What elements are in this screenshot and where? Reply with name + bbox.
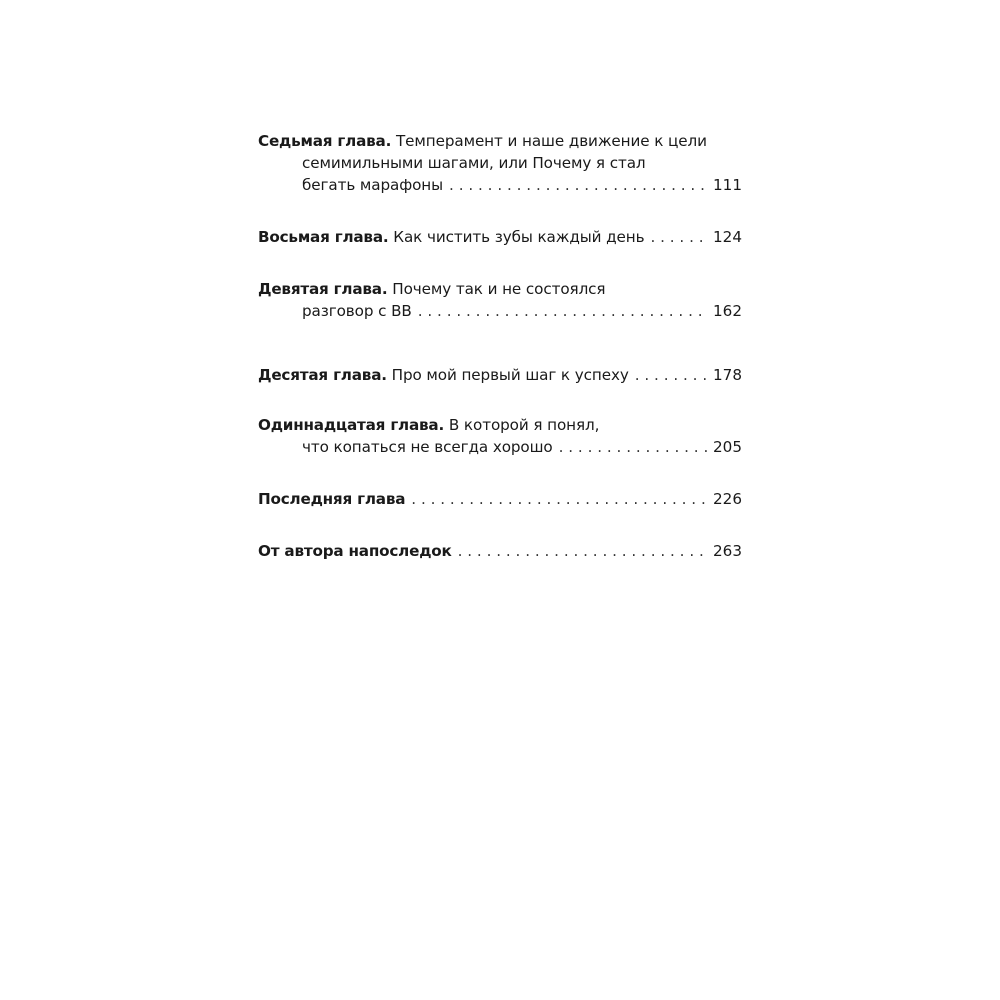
table-of-contents: [258, 130, 742, 562]
toc-line: [258, 436, 742, 458]
toc-line: [258, 364, 742, 386]
chapter-heading: Девятая глава.: [258, 280, 388, 298]
chapter-title: разговор с ВВ: [302, 302, 412, 320]
toc-line: [258, 226, 742, 248]
dot-leader: [650, 226, 707, 248]
page-number: 226: [713, 490, 742, 508]
toc-entry-chapter-10: [258, 364, 742, 386]
chapter-heading: Одиннадцатая глава.: [258, 416, 445, 434]
dot-leader: [458, 540, 707, 562]
toc-line: [258, 414, 742, 436]
chapter-heading: Седьмая глава.: [258, 132, 392, 150]
toc-line: [258, 278, 742, 300]
toc-line: [258, 300, 742, 322]
chapter-heading: От автора напоследок: [258, 542, 452, 560]
chapter-heading: Десятая глава.: [258, 366, 387, 384]
page-number: 205: [713, 438, 742, 456]
toc-entry-chapter-11: [258, 414, 742, 458]
page-number: 111: [713, 176, 742, 194]
page-number: 178: [713, 366, 742, 384]
toc-line: [258, 540, 742, 562]
dot-leader: [411, 488, 707, 510]
chapter-title: что копаться не всегда хорошо: [302, 438, 553, 456]
chapter-title: Как чистить зубы каждый день: [393, 228, 645, 246]
dot-leader: [449, 174, 707, 196]
toc-entry-chapter-7: [258, 130, 742, 196]
chapter-title: бегать марафоны: [302, 176, 444, 194]
toc-entry-chapter-9: [258, 278, 742, 322]
toc-line: [258, 488, 742, 510]
toc-line: [258, 130, 742, 152]
chapter-title: Почему так и не состоялся: [392, 280, 606, 298]
toc-line: [258, 152, 742, 174]
dot-leader: [418, 300, 707, 322]
chapter-heading: Восьмая глава.: [258, 228, 389, 246]
chapter-title: Темперамент и наше движение к цели: [395, 132, 707, 150]
page-number: 124: [713, 228, 742, 246]
toc-entry-chapter-8: [258, 226, 742, 248]
chapter-heading: Последняя глава: [258, 490, 406, 508]
dot-leader: [635, 364, 707, 386]
chapter-title: семимильными шагами, или Почему я стал: [302, 154, 646, 172]
toc-entry-last-chapter: [258, 488, 742, 510]
page-number: 263: [713, 542, 742, 560]
page-number: 162: [713, 302, 742, 320]
toc-line: [258, 174, 742, 196]
dot-leader: [559, 436, 707, 458]
toc-entry-afterword: [258, 540, 742, 562]
chapter-title: Про мой первый шаг к успеху: [391, 366, 629, 384]
chapter-title: В которой я понял,: [448, 416, 600, 434]
